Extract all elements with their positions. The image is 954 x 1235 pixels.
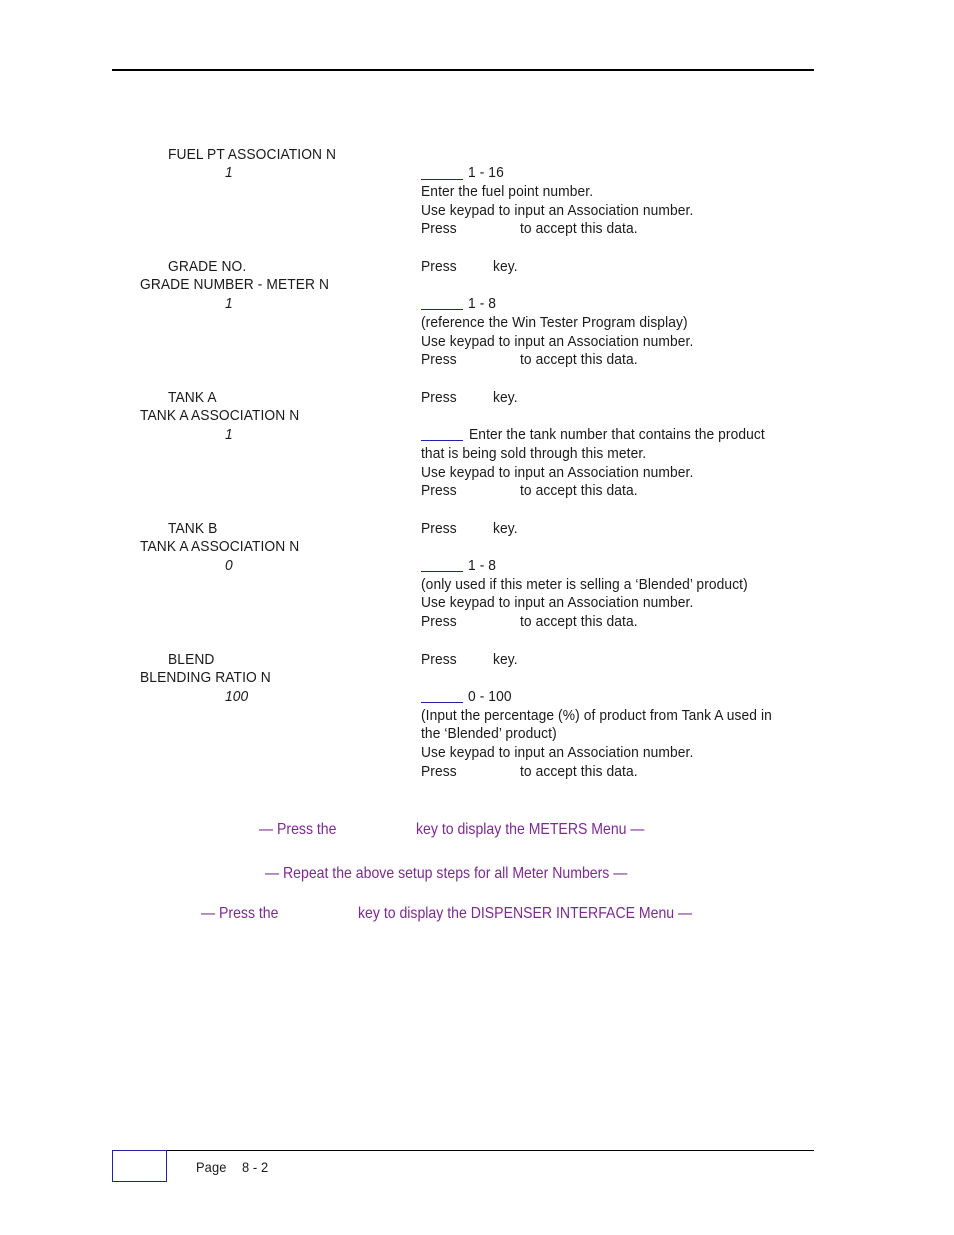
menu-label-tank-a: TANK A ASSOCIATION N [140, 407, 300, 424]
footer-rule [112, 1150, 814, 1151]
range-tank-a: Enter the tank number that contains the product [469, 426, 765, 443]
instruction-line: that is being sold through this meter. [421, 445, 647, 462]
press-label: Press [421, 651, 457, 668]
range-blend: 0 - 100 [468, 688, 512, 705]
range-tank-b: 1 - 8 [468, 557, 497, 574]
key-label: key. [493, 651, 518, 668]
default-value-tank-b: 0 [225, 557, 233, 574]
range-fuel-pt: 1 - 16 [468, 164, 504, 181]
accept-label: to accept this data. [520, 482, 638, 499]
menu-label-tank-b: TANK A ASSOCIATION N [140, 538, 300, 555]
accept-label: to accept this data. [520, 220, 638, 237]
menu-label-blend: BLENDING RATIO N [140, 669, 271, 686]
press-label: Press [421, 763, 457, 780]
footer-page-label: Page [196, 1159, 227, 1175]
footer-page-number: 8 - 2 [242, 1159, 269, 1175]
key-label: key. [493, 389, 518, 406]
press-label: Press [421, 220, 457, 237]
press-label: Press [421, 258, 457, 275]
press-label: Press [421, 613, 457, 630]
footer-page-box [112, 1150, 167, 1182]
instruction-line: (reference the Win Tester Program display) [421, 314, 688, 331]
key-label: key. [493, 258, 518, 275]
key-link-tank-a[interactable] [421, 440, 463, 441]
note-repeat: — Repeat the above setup steps for all Meter Numbers — [265, 865, 628, 882]
accept-label: to accept this data. [520, 351, 638, 368]
note-dispenser-right: key to display the DISPENSER INTERFACE Menu — [358, 905, 693, 922]
header-rule [112, 69, 814, 71]
instruction-line: Enter the fuel point number. [421, 183, 594, 200]
press-label: Press [421, 520, 457, 537]
menu-title-tank-b: TANK B [168, 520, 218, 537]
press-label: Press [421, 389, 457, 406]
instruction-line: Use keypad to input an Association number. [421, 594, 694, 611]
instruction-line: Use keypad to input an Association number. [421, 744, 694, 761]
default-value-blend: 100 [225, 688, 249, 705]
note-meters-left: — Press the [259, 821, 337, 838]
menu-title-tank-a: TANK A [168, 389, 217, 406]
instruction-line: (Input the percentage (%) of product from Tank A used in [421, 707, 772, 724]
note-meters-right: key to display the METERS Menu — [416, 821, 645, 838]
menu-label-grade: GRADE NUMBER - METER N [140, 276, 330, 293]
accept-label: to accept this data. [520, 613, 638, 630]
key-label: key. [493, 520, 518, 537]
menu-title-grade: GRADE NO. [168, 258, 247, 275]
menu-title-blend: BLEND [168, 651, 215, 668]
press-label: Press [421, 351, 457, 368]
menu-label-fuel-pt: FUEL PT ASSOCIATION N [168, 146, 337, 163]
note-dispenser-left: — Press the [201, 905, 279, 922]
default-value-tank-a: 1 [225, 426, 233, 443]
key-link-fuel-pt[interactable] [421, 179, 463, 180]
default-value-fuel-pt: 1 [225, 164, 233, 181]
accept-label: to accept this data. [520, 763, 638, 780]
instruction-line: the ‘Blended’ product) [421, 725, 557, 742]
key-link-grade[interactable] [421, 309, 463, 310]
instruction-line: Use keypad to input an Association number. [421, 464, 694, 481]
key-link-tank-b[interactable] [421, 571, 463, 572]
key-link-blend[interactable] [421, 702, 463, 703]
range-grade: 1 - 8 [468, 295, 497, 312]
instruction-line: (only used if this meter is selling a ‘Blended’ product) [421, 576, 748, 593]
instruction-line: Use keypad to input an Association number. [421, 333, 694, 350]
press-label: Press [421, 482, 457, 499]
instruction-line: Use keypad to input an Association number. [421, 202, 694, 219]
default-value-grade: 1 [225, 295, 233, 312]
